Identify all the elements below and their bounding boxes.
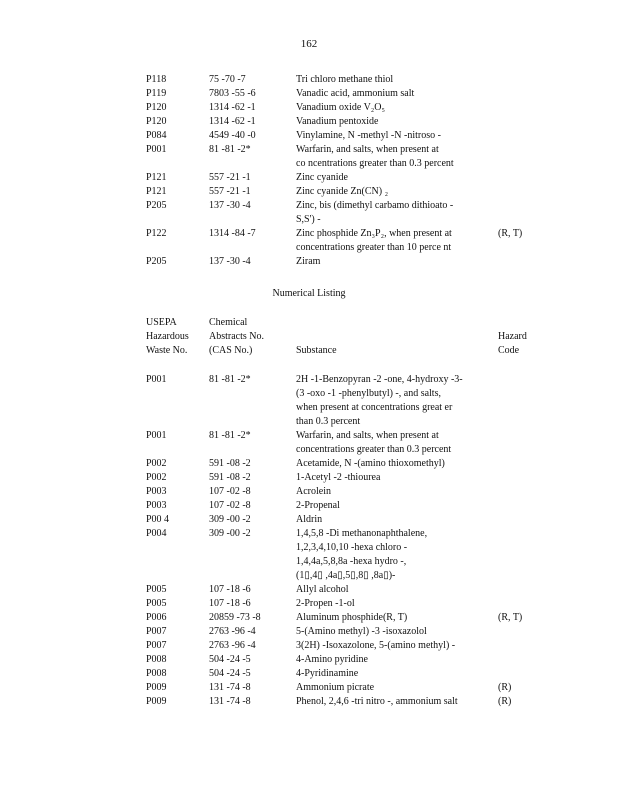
substance-name — [296, 171, 491, 185]
substance-line: 1,4,5,8 -Di methanonaphthalene, — [296, 528, 428, 539]
substance-name — [296, 115, 491, 129]
substance-name — [296, 185, 491, 199]
waste-number: P120 — [146, 116, 167, 127]
substance-name — [296, 73, 491, 87]
substance-name — [296, 611, 491, 625]
header-waste-number — [146, 316, 189, 358]
cas-number: 1314 -62 -1 — [209, 102, 256, 113]
header-hazard-code — [498, 330, 527, 358]
cas-number: 20859 -73 -8 — [209, 612, 261, 623]
waste-number: P00 4 — [146, 514, 170, 525]
substance-line: (1▯,4▯ ,4a▯,5▯,8▯ ,8a▯)- — [296, 570, 396, 581]
waste-number: P005 — [146, 584, 167, 595]
substance-name — [296, 471, 491, 485]
substance-line: when present at concentrations great er — [296, 402, 453, 413]
substance-line: Zinc phosphide Zn₃P₂, when present at — [296, 228, 452, 239]
waste-number: P007 — [146, 626, 167, 637]
hazard-code: (R, T) — [498, 228, 523, 239]
substance-line: Warfarin, and salts, when present at — [296, 144, 439, 155]
waste-number: P122 — [146, 228, 167, 239]
substance-line: 1,2,3,4,10,10 -hexa chloro - — [296, 542, 408, 553]
substance-name — [296, 227, 491, 255]
substance-line: Phenol, 2,4,6 -tri nitro -, ammonium salt — [296, 696, 458, 707]
waste-number: P005 — [146, 598, 167, 609]
cas-number: 557 -21 -1 — [209, 186, 251, 197]
substance-name — [296, 499, 491, 513]
header-cas-number — [209, 316, 264, 358]
cas-number: 1314 -84 -7 — [209, 228, 256, 239]
substance-line: 4-Pyridinamine — [296, 668, 359, 679]
substance-line: concentrations greater than 0.3 percent — [296, 444, 452, 455]
substance-name — [296, 695, 491, 709]
cas-number: 309 -00 -2 — [209, 528, 251, 539]
substance-line: Acetamide, N -(amino thioxomethyl) — [296, 458, 445, 469]
substance-line: Vinylamine, N -methyl -N -nitroso - — [296, 130, 441, 141]
waste-number: P002 — [146, 472, 167, 483]
waste-number: P003 — [146, 500, 167, 511]
waste-number: P001 — [146, 374, 167, 385]
waste-number: P118 — [146, 74, 167, 85]
waste-number: P084 — [146, 130, 167, 141]
substance-line: (3 -oxo -1 -phenylbutyl) -, and salts, — [296, 388, 441, 399]
substance-name — [296, 129, 491, 143]
waste-number: P205 — [146, 200, 167, 211]
header-line: Hazardous — [146, 331, 189, 342]
substance-line: 4-Amino pyridine — [296, 654, 368, 665]
substance-line: Aluminum phosphide(R, T) — [296, 612, 408, 623]
cas-number: 309 -00 -2 — [209, 514, 251, 525]
cas-number: 2763 -96 -4 — [209, 626, 256, 637]
page-number: 162 — [300, 38, 318, 50]
substance-line: Vanadium pentoxide — [296, 116, 379, 127]
cas-number: 2763 -96 -4 — [209, 640, 256, 651]
substance-line: Zinc, bis (dimethyl carbamo dithioato - — [296, 200, 454, 211]
cas-number: 107 -18 -6 — [209, 598, 251, 609]
substance-line: 2-Propenal — [296, 500, 340, 511]
substance-name — [296, 373, 491, 429]
waste-number: P002 — [146, 458, 167, 469]
waste-number: P001 — [146, 144, 167, 155]
substance-line: Zinc cyanide Zn(CN) ₂ — [296, 186, 389, 197]
cas-number: 591 -08 -2 — [209, 458, 251, 469]
substance-line: concentrations greater than 10 perce nt — [296, 242, 452, 253]
substance-line: Tri chloro methane thiol — [296, 74, 394, 85]
waste-number: P001 — [146, 430, 167, 441]
substance-name — [296, 639, 491, 653]
hazard-code: (R) — [498, 696, 512, 707]
cas-number: 7803 -55 -6 — [209, 88, 256, 99]
substance-name — [296, 255, 491, 269]
cas-number: 504 -24 -5 — [209, 654, 251, 665]
waste-number: P205 — [146, 256, 167, 267]
substance-line: 1-Acetyl -2 -thiourea — [296, 472, 381, 483]
substance-name — [296, 527, 491, 583]
header-line: Waste No. — [146, 345, 188, 356]
substance-name — [296, 681, 491, 695]
cas-number: 81 -81 -2* — [209, 430, 251, 441]
cas-number: 75 -70 -7 — [209, 74, 246, 85]
hazard-code: (R) — [498, 682, 512, 693]
cas-number: 107 -18 -6 — [209, 584, 251, 595]
waste-number: P009 — [146, 696, 167, 707]
substance-name — [296, 143, 491, 171]
substance-line: Vanadium oxide V₂O₅ — [296, 102, 385, 113]
substance-line: Ammonium picrate — [296, 682, 375, 693]
substance-name — [296, 653, 491, 667]
header-line: Substance — [296, 345, 337, 356]
waste-number: P007 — [146, 640, 167, 651]
waste-number: P120 — [146, 102, 167, 113]
substance-line: 5-(Amino methyl) -3 -isoxazolol — [296, 626, 427, 637]
header-line: (CAS No.) — [209, 345, 253, 356]
substance-line: 3(2H) -Isoxazolone, 5-(amino methyl) - — [296, 640, 456, 651]
substance-line: Allyl alcohol — [296, 584, 349, 595]
cas-number: 107 -02 -8 — [209, 500, 251, 511]
cas-number: 4549 -40 -0 — [209, 130, 256, 141]
hazard-code: (R, T) — [498, 612, 523, 623]
waste-number: P006 — [146, 612, 167, 623]
substance-line: S,S') - — [296, 214, 321, 225]
section-title: Numerical Listing — [272, 288, 346, 299]
cas-number: 107 -02 -8 — [209, 486, 251, 497]
substance-name — [296, 199, 491, 227]
waste-number: P008 — [146, 668, 167, 679]
header-line: Chemical — [209, 317, 248, 328]
substance-name — [296, 597, 491, 611]
cas-number: 504 -24 -5 — [209, 668, 251, 679]
cas-number: 557 -21 -1 — [209, 172, 251, 183]
substance-name — [296, 429, 491, 457]
substance-line: 1,4,4a,5,8,8a -hexa hydro -, — [296, 556, 407, 567]
header-line: Hazard — [498, 331, 527, 342]
header-substance — [296, 344, 337, 358]
cas-number: 81 -81 -2* — [209, 144, 251, 155]
waste-number: P003 — [146, 486, 167, 497]
substance-line: Warfarin, and salts, when present at — [296, 430, 439, 441]
cas-number: 137 -30 -4 — [209, 256, 251, 267]
waste-number: P004 — [146, 528, 167, 539]
header-line: Abstracts No. — [209, 331, 264, 342]
header-line: Code — [498, 345, 520, 356]
substance-line: 2-Propen -1-ol — [296, 598, 355, 609]
substance-line: than 0.3 percent — [296, 416, 361, 427]
substance-name — [296, 485, 491, 499]
cas-number: 591 -08 -2 — [209, 472, 251, 483]
substance-line: Zinc cyanide — [296, 172, 348, 183]
cas-number: 1314 -62 -1 — [209, 116, 256, 127]
header-line: USEPA — [146, 317, 177, 328]
substance-name — [296, 101, 491, 115]
substance-name — [296, 625, 491, 639]
substance-name — [296, 87, 491, 101]
substance-name — [296, 667, 491, 681]
substance-line: 2H -1-Benzopyran -2 -one, 4-hydroxy -3- — [296, 374, 463, 385]
substance-line: Vanadic acid, ammonium salt — [296, 88, 415, 99]
cas-number: 131 -74 -8 — [209, 696, 251, 707]
waste-number: P121 — [146, 172, 167, 183]
cas-number: 137 -30 -4 — [209, 200, 251, 211]
waste-number: P009 — [146, 682, 167, 693]
waste-number: P119 — [146, 88, 167, 99]
substance-line: Acrolein — [296, 486, 331, 497]
waste-number: P121 — [146, 186, 167, 197]
substance-line: co ncentrations greater than 0.3 percent — [296, 158, 454, 169]
cas-number: 81 -81 -2* — [209, 374, 251, 385]
cas-number: 131 -74 -8 — [209, 682, 251, 693]
waste-number: P008 — [146, 654, 167, 665]
substance-name — [296, 457, 491, 471]
substance-name — [296, 513, 491, 527]
substance-line: Ziram — [296, 256, 321, 267]
substance-name — [296, 583, 491, 597]
substance-line: Aldrin — [296, 514, 323, 525]
